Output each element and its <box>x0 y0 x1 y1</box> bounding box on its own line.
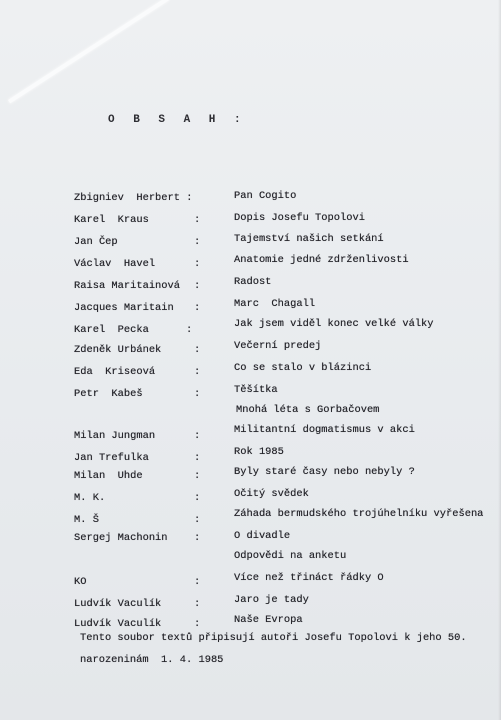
entry-title: Více než třináct řádky O <box>234 572 384 584</box>
entry-author: Ludvík Vaculík <box>74 618 162 630</box>
entry-colon: : <box>194 576 201 588</box>
entry-colon: : <box>194 470 201 482</box>
entry-author: Václav Havel <box>74 258 156 270</box>
entry-title: Marc Chagall <box>234 298 316 310</box>
entry-colon: : <box>194 388 201 400</box>
entry-title: Záhada bermudského trojúhelníku vyřešena <box>234 508 484 520</box>
entry-title: Byly staré časy nebo nebyly ? <box>234 466 415 478</box>
entry-title: Anatomie jedné zdrženlivosti <box>234 254 409 266</box>
entry-title: Tajemství našich setkání <box>234 233 384 245</box>
entry-colon: : <box>194 366 201 378</box>
entry-title: Odpovědi na anketu <box>234 550 347 562</box>
dedication-line: Tento soubor textů připisují autoři Josefu Topolovi k jeho 50. <box>80 632 467 644</box>
entry-colon: : <box>194 344 201 356</box>
entry-author: Milan Jungman <box>74 430 156 442</box>
entry-author: Milan Uhde <box>74 470 143 482</box>
entry-colon: : <box>194 598 201 610</box>
page-heading: O B S A H : <box>108 114 247 126</box>
entry-title: Co se stalo v blázinci <box>234 362 372 374</box>
entry-title: Rok 1985 <box>234 446 284 458</box>
entry-colon: : <box>194 236 201 248</box>
entry-author: Sergej Machonin <box>74 532 168 544</box>
entry-colon: : <box>194 514 201 526</box>
entry-author: Eda Kriseová <box>74 366 156 378</box>
entry-colon: : <box>194 430 201 442</box>
entry-title: Jak jsem viděl konec velké války <box>234 318 434 330</box>
entry-author: Zbigniev Herbert : <box>74 192 193 204</box>
entry-author: Karel Kraus <box>74 214 149 226</box>
entry-author: KO <box>74 576 87 588</box>
entry-author: Jan Čep <box>74 236 118 248</box>
entry-author: Jacques Maritain <box>74 302 174 314</box>
entry-title: Očitý svědek <box>234 488 309 500</box>
entry-colon: : <box>186 324 193 336</box>
entry-colon: : <box>194 214 201 226</box>
entry-title: Večerní predej <box>234 340 322 352</box>
entry-colon: : <box>194 452 201 464</box>
entry-title: Mnohá léta s Gorbačovem <box>236 404 380 416</box>
entry-colon: : <box>194 258 201 270</box>
entry-author: Karel Pecka <box>74 324 149 336</box>
entry-title: Pan Cogito <box>234 190 297 202</box>
entry-title: O divadle <box>234 530 291 542</box>
entry-title: Naše Evropa <box>234 614 303 626</box>
paper-fold-mark <box>8 0 170 103</box>
entry-author: Petr Kabeš <box>74 388 143 400</box>
dedication-line: narozeninám 1. 4. 1985 <box>80 654 224 666</box>
entry-author: M. Š <box>74 514 99 526</box>
entry-title: Militantní dogmatismus v akci <box>234 424 415 436</box>
entry-author: Zdeněk Urbánek <box>74 344 162 356</box>
entry-author: Jan Trefulka <box>74 452 149 464</box>
entry-colon: : <box>194 492 201 504</box>
entry-colon: : <box>194 532 201 544</box>
entry-title: Dopis Josefu Topolovi <box>234 212 365 224</box>
entry-author: Raisa Maritainová <box>74 280 181 292</box>
entry-author: Ludvík Vaculík <box>74 598 162 610</box>
entry-title: Radost <box>234 276 272 288</box>
entry-colon: : <box>194 280 201 292</box>
entry-author: M. K. <box>74 492 106 504</box>
entry-colon: : <box>194 618 201 630</box>
entry-title: Jaro je tady <box>234 594 309 606</box>
entry-title: Těšítka <box>234 384 278 396</box>
entry-colon: : <box>194 302 201 314</box>
